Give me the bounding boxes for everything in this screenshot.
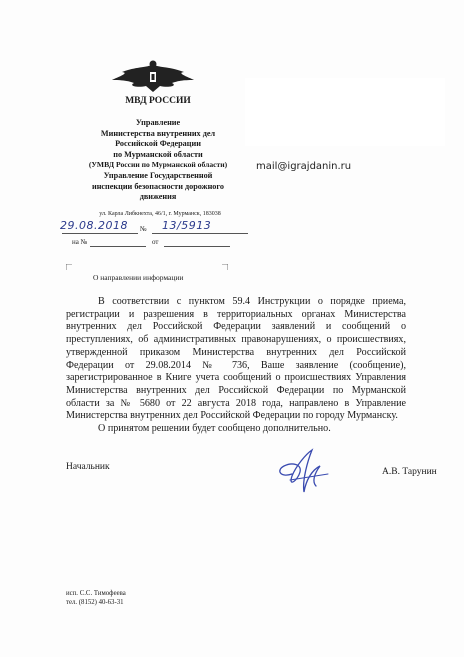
org-line: по Мурманской области [113,149,203,159]
executor-name: исп. С.С. Тимофеева [66,590,126,597]
executor-phone: тел. (8152) 40-63-31 [66,599,124,606]
na-label: на № [72,238,88,246]
signature-icon [262,440,342,500]
date-handwritten: 29.08.2018 [60,219,128,232]
executor-block [66,589,126,607]
org-line: Управление [135,118,181,127]
registration-block [60,219,260,253]
org-line: движения [139,192,177,202]
org-line: инспекции безопасности дорожного [91,181,224,191]
corner-mark-icon [66,264,72,270]
date-line [62,233,138,234]
org-line: (УМВД России по Мурманской области) [88,160,228,170]
recipient-email: mail@igrajdanin.ru [256,161,352,172]
number-sign: № [140,225,147,233]
ot-label: от [152,238,159,246]
signer-name: А.В. Тарунин [382,467,437,477]
ot-line [164,246,230,247]
org-name: МВД РОССИИ [125,96,191,106]
letter-body [66,296,406,436]
org-line: Российской Федерации [115,139,201,149]
redacted-recipient [245,78,445,146]
signer-title: Начальник [66,462,110,472]
subject-line: О направлении информации [93,273,184,282]
body-paragraph: О принятом решении будет сообщено дополнительно. [98,423,331,435]
corner-mark-icon [222,264,228,270]
org-block [60,118,256,203]
org-address: ул. Карла Либкнехта, 46/1, г. Мурманск, 183038 [99,211,221,217]
mvd-emblem-icon [108,58,198,96]
number-line [152,233,248,234]
org-line: Министерства внутренних дел [100,128,216,138]
body-paragraph: В соответствии с пунктом 59.4 Инструкции о порядке приема, регистрации и разрешения в территориальных органах Министерства внутренних дел Российской Федерации заявлений и сообщений о преступлениях, об административных правонарушениях, о происшествиях, утвержденной приказом Министерства внутренних дел Российской Федерации от 29.08.2014 № 736, Ваше заявление (сообщение), зарегистрированное в Книге учета сообщений о происшествиях Управления Министерства внутренних дел Российской Федерации по Мурманской области за № 5680 от 22 августа 2018 года, направлено в Управление Министерства внутренних дел Российской Федерации по городу Мурманску. [66,296,406,422]
number-handwritten: 13/5913 [162,219,212,232]
na-line [90,246,146,247]
org-line: Управление Государственной [103,170,213,180]
